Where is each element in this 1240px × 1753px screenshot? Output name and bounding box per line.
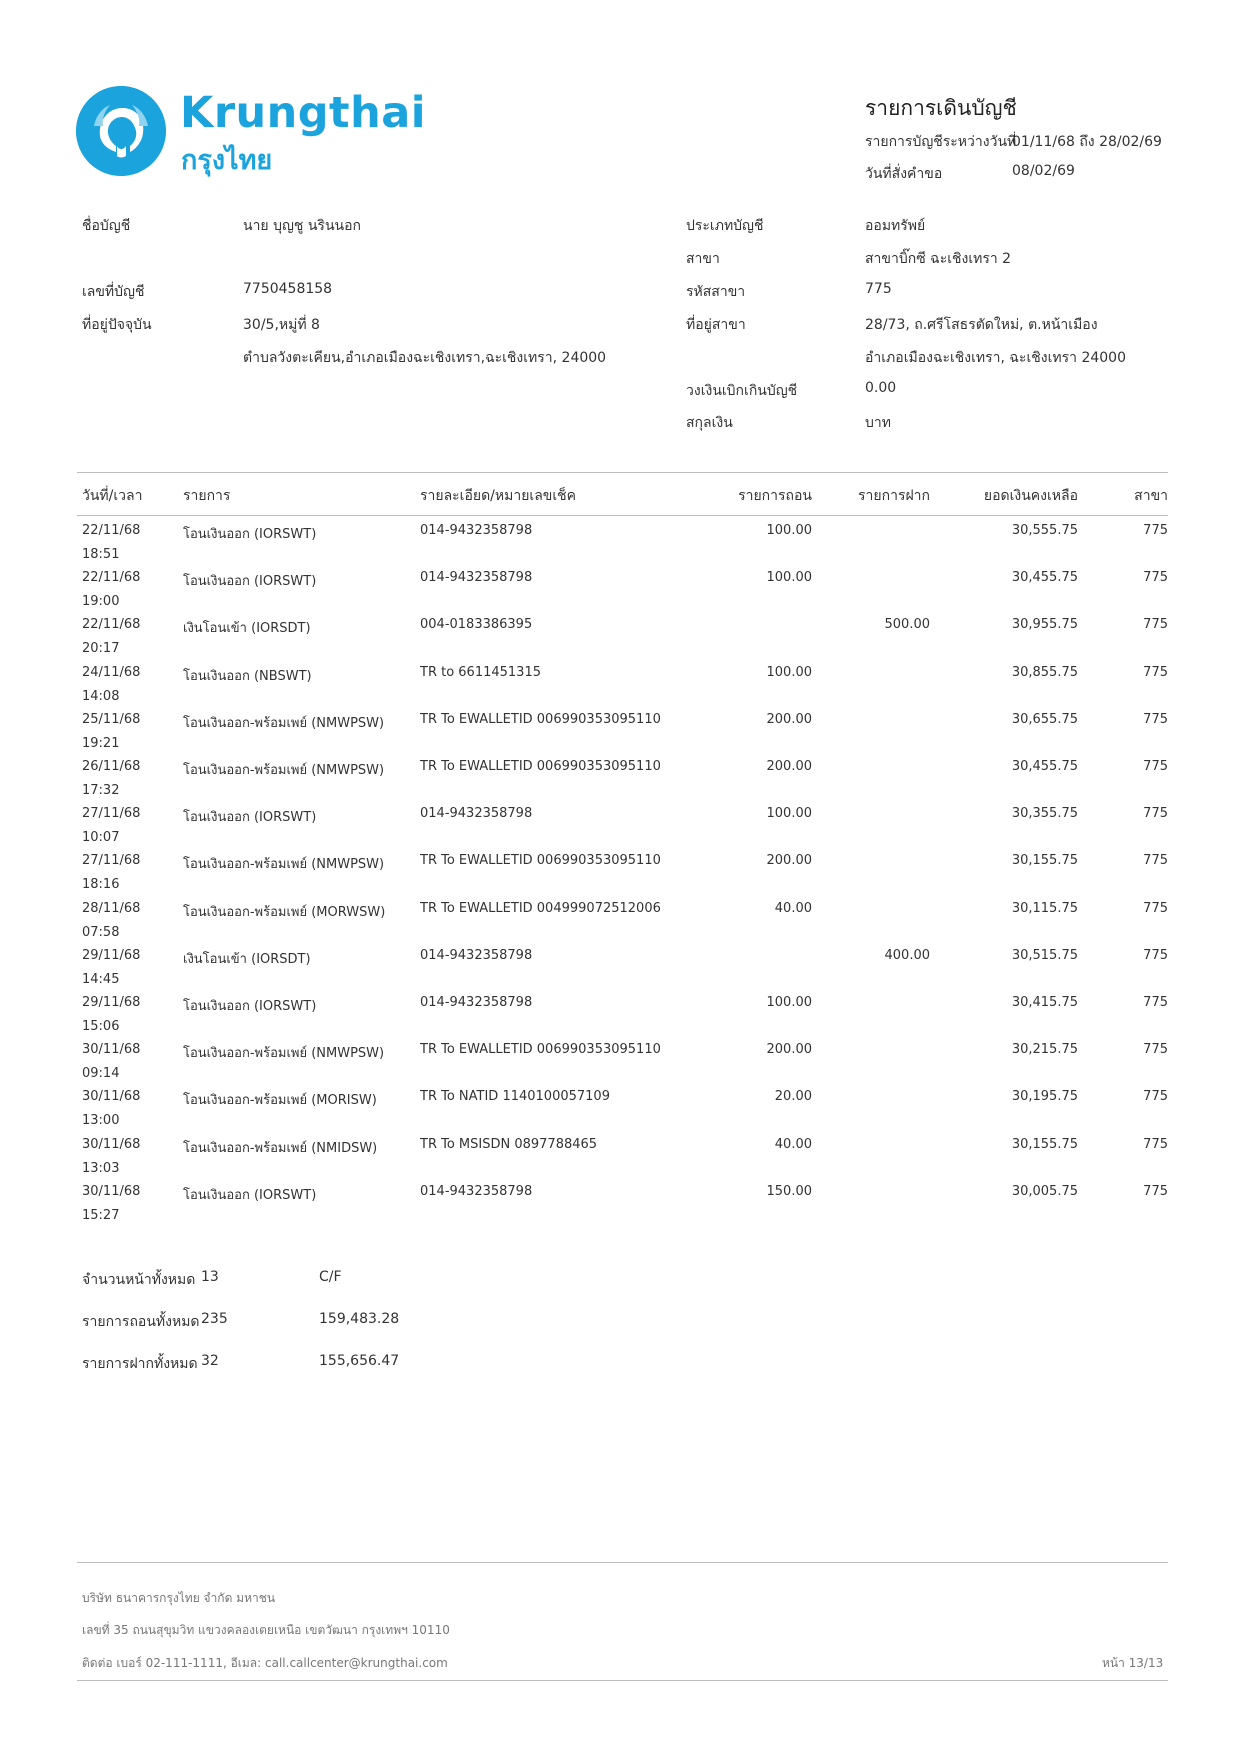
cell-withdraw: 100.00 xyxy=(766,570,812,586)
cell-detail: 014-9432358798 xyxy=(420,995,533,1010)
cell-withdraw: 200.00 xyxy=(766,853,812,869)
footer-top-divider xyxy=(77,1562,1168,1563)
address-line1: 30/5,หมู่ที่ 8 xyxy=(243,317,320,333)
table-row xyxy=(0,523,1240,570)
total-deposit-count: 32 xyxy=(201,1353,219,1369)
cell-balance: 30,415.75 xyxy=(1011,995,1078,1010)
cell-date: 28/11/68 xyxy=(82,900,141,916)
branch-address-line1: 28/73, ถ.ศรีโสธรตัดใหม่, ต.หน้าเมือง xyxy=(865,317,1098,333)
cell-branch: 775 xyxy=(1143,853,1168,869)
cell-date: 30/11/68 xyxy=(82,1042,141,1058)
cell-time: 18:51 xyxy=(82,547,120,562)
carry-forward: C/F xyxy=(319,1269,342,1285)
col-header-datetime: วันที่/เวลา xyxy=(82,488,143,504)
cell-branch: 775 xyxy=(1143,1136,1168,1152)
cell-description: โอนเงินออก-พร้อมเพย์ (NMWPSW) xyxy=(183,857,385,873)
account-name-label: ชื่อบัญชี xyxy=(82,218,131,234)
account-name: นาย บุญชู นรินนอก xyxy=(243,218,361,234)
cell-description: เงินโอนเข้า (IORSDT) xyxy=(183,951,311,967)
cell-withdraw: 200.00 xyxy=(766,711,812,727)
table-row xyxy=(0,853,1240,900)
cell-description: โอนเงินออก-พร้อมเพย์ (NMWPSW) xyxy=(183,1046,385,1062)
cell-balance: 30,155.75 xyxy=(1011,1136,1078,1152)
currency-label: สกุลเงิน xyxy=(686,415,733,431)
table-row xyxy=(0,617,1240,664)
cell-branch: 775 xyxy=(1143,1089,1168,1105)
col-header-deposit: รายการฝาก xyxy=(858,488,930,504)
total-deposit-label: รายการฝากทั้งหมด xyxy=(82,1356,198,1372)
cell-balance: 30,655.75 xyxy=(1011,711,1078,727)
footer-address: เลขที่ 35 ถนนสุขุมวิท แขวงคลองเตยเหนือ เขตวัฒนา กรุงเทพฯ 10110 xyxy=(82,1623,450,1637)
cell-time: 19:00 xyxy=(82,594,120,610)
cell-branch: 775 xyxy=(1143,995,1168,1010)
cell-branch: 775 xyxy=(1143,947,1168,963)
krungthai-logo-icon xyxy=(76,86,166,176)
cell-withdraw: 20.00 xyxy=(774,1089,812,1105)
cell-detail: TR To EWALLETID 006990353095110 xyxy=(420,853,661,869)
branch-code: 775 xyxy=(865,281,892,297)
cell-time: 14:45 xyxy=(82,971,120,987)
cell-balance: 30,955.75 xyxy=(1011,617,1078,633)
account-number-label: เลขที่บัญชี xyxy=(82,284,145,300)
cell-balance: 30,455.75 xyxy=(1011,759,1078,774)
table-row xyxy=(0,712,1240,759)
cell-date: 27/11/68 xyxy=(82,806,141,822)
cell-time: 20:17 xyxy=(82,641,120,657)
footer-page-number: หน้า 13/13 xyxy=(1102,1656,1164,1670)
cell-detail: TR To NATID 1140100057109 xyxy=(420,1089,610,1105)
cell-withdraw: 40.00 xyxy=(774,1136,812,1152)
cell-date: 30/11/68 xyxy=(82,1183,141,1199)
period-label: รายการบัญชีระหว่างวันที่ xyxy=(865,134,1017,150)
address-line2: ตำบลวังตะเคียน,อำเภอเมืองฉะเชิงเทรา,ฉะเชิงเทรา, 24000 xyxy=(243,350,607,366)
cell-detail: 014-9432358798 xyxy=(420,1183,533,1199)
cell-detail: TR To EWALLETID 004999072512006 xyxy=(420,900,661,916)
account-number: 7750458158 xyxy=(243,281,333,297)
table-row xyxy=(0,1137,1240,1184)
branch-code-label: รหัสสาขา xyxy=(686,284,746,300)
cell-deposit: 400.00 xyxy=(884,947,930,963)
total-pages-label: จำนวนหน้าทั้งหมด xyxy=(82,1272,196,1288)
col-header-withdraw: รายการถอน xyxy=(738,488,812,504)
col-header-detail: รายละเอียด/หมายเลขเช็ค xyxy=(420,488,576,504)
statement-title: รายการเดินบัญชี xyxy=(865,96,1017,120)
cell-balance: 30,855.75 xyxy=(1011,664,1078,680)
cell-date: 24/11/68 xyxy=(82,664,141,680)
cell-balance: 30,355.75 xyxy=(1011,806,1078,822)
cell-withdraw: 200.00 xyxy=(766,1042,812,1058)
cell-time: 13:00 xyxy=(82,1113,120,1129)
cell-description: โอนเงินออก (NBSWT) xyxy=(183,668,312,684)
cell-description: โอนเงินออก (IORSWT) xyxy=(183,527,317,542)
branch-address-line2: อำเภอเมืองฉะเชิงเทรา, ฉะเชิงเทรา 24000 xyxy=(865,350,1126,366)
cell-time: 18:16 xyxy=(82,877,120,893)
table-row xyxy=(0,1184,1240,1231)
cell-detail: TR To EWALLETID 006990353095110 xyxy=(420,1042,661,1058)
cell-balance: 30,215.75 xyxy=(1011,1042,1078,1058)
cell-branch: 775 xyxy=(1143,523,1168,538)
cell-time: 14:08 xyxy=(82,688,120,704)
cell-branch: 775 xyxy=(1143,759,1168,774)
branch-name: สาขาบิ๊กซี ฉะเชิงเทรา 2 xyxy=(865,251,1012,267)
currency-value: บาท xyxy=(865,415,891,431)
cell-time: 10:07 xyxy=(82,830,120,846)
cell-balance: 30,155.75 xyxy=(1011,853,1078,869)
cell-balance: 30,005.75 xyxy=(1011,1183,1078,1199)
cell-withdraw: 100.00 xyxy=(766,806,812,822)
cell-balance: 30,455.75 xyxy=(1011,570,1078,586)
cell-detail: 004-0183386395 xyxy=(420,617,533,633)
cell-branch: 775 xyxy=(1143,900,1168,916)
cell-description: โอนเงินออก (IORSWT) xyxy=(183,810,317,826)
cell-balance: 30,195.75 xyxy=(1011,1089,1078,1105)
cell-time: 13:03 xyxy=(82,1160,120,1176)
address-label: ที่อยู่ปัจจุบัน xyxy=(82,317,152,333)
table-top-divider xyxy=(77,472,1168,473)
cell-time: 07:58 xyxy=(82,924,120,940)
table-row xyxy=(0,1089,1240,1136)
cell-detail: TR To EWALLETID 006990353095110 xyxy=(420,711,661,727)
brand-name-th: กรุงไทย xyxy=(181,145,273,176)
cell-date: 30/11/68 xyxy=(82,1089,141,1105)
cell-time: 15:06 xyxy=(82,1019,120,1034)
footer-bottom-divider xyxy=(77,1680,1168,1681)
overdraft-value: 0.00 xyxy=(865,380,897,396)
cell-branch: 775 xyxy=(1143,806,1168,822)
brand-name-en: Krungthai xyxy=(180,88,426,138)
cell-detail: 014-9432358798 xyxy=(420,806,533,822)
table-header-divider xyxy=(77,515,1168,516)
cell-description: โอนเงินออก (IORSWT) xyxy=(183,999,317,1014)
account-type: ออมทรัพย์ xyxy=(865,218,926,234)
cell-balance: 30,515.75 xyxy=(1011,947,1078,963)
table-row xyxy=(0,759,1240,806)
request-date-label: วันที่สั่งคำขอ xyxy=(865,166,943,182)
cell-withdraw: 200.00 xyxy=(766,759,812,774)
table-row xyxy=(0,948,1240,995)
cell-date: 29/11/68 xyxy=(82,947,141,963)
cell-time: 19:21 xyxy=(82,735,120,751)
footer-company: บริษัท ธนาคารกรุงไทย จำกัด มหาชน xyxy=(82,1591,276,1605)
total-withdraw-count: 235 xyxy=(201,1311,228,1327)
cell-branch: 775 xyxy=(1143,1183,1168,1199)
cell-balance: 30,115.75 xyxy=(1011,900,1078,916)
total-withdraw-label: รายการถอนทั้งหมด xyxy=(82,1314,200,1330)
overdraft-label: วงเงินเบิกเกินบัญชี xyxy=(686,383,798,399)
cell-description: โอนเงินออก-พร้อมเพย์ (NMIDSW) xyxy=(183,1140,378,1156)
branch-address-label: ที่อยู่สาขา xyxy=(686,317,746,333)
cell-description: เงินโอนเข้า (IORSDT) xyxy=(183,621,311,637)
cell-branch: 775 xyxy=(1143,1042,1168,1058)
total-pages-value: 13 xyxy=(201,1269,219,1285)
cell-withdraw: 150.00 xyxy=(766,1183,812,1199)
total-deposit-amount: 155,656.47 xyxy=(319,1353,400,1369)
cell-date: 22/11/68 xyxy=(82,617,141,633)
cell-branch: 775 xyxy=(1143,570,1168,586)
cell-time: 15:27 xyxy=(82,1207,120,1223)
cell-date: 22/11/68 xyxy=(82,523,141,538)
cell-description: โอนเงินออก-พร้อมเพย์ (NMWPSW) xyxy=(183,763,385,778)
table-row xyxy=(0,1042,1240,1089)
cell-description: โอนเงินออก-พร้อมเพย์ (MORWSW) xyxy=(183,904,386,920)
cell-withdraw: 100.00 xyxy=(766,664,812,680)
request-date-value: 08/02/69 xyxy=(1012,163,1075,179)
cell-date: 26/11/68 xyxy=(82,759,141,774)
period-value: 01/11/68 ถึง 28/02/69 xyxy=(1012,134,1162,150)
cell-description: โอนเงินออก-พร้อมเพย์ (NMWPSW) xyxy=(183,715,385,731)
cell-branch: 775 xyxy=(1143,664,1168,680)
footer-contact: ติดต่อ เบอร์ 02-111-1111, อีเมล: call.callcenter@krungthai.com xyxy=(82,1656,448,1670)
cell-detail: 014-9432358798 xyxy=(420,523,533,538)
table-row xyxy=(0,570,1240,617)
cell-withdraw: 100.00 xyxy=(766,995,812,1010)
cell-withdraw: 100.00 xyxy=(766,523,812,538)
cell-detail: TR To MSISDN 0897788465 xyxy=(420,1136,598,1152)
cell-detail: 014-9432358798 xyxy=(420,947,533,963)
table-row xyxy=(0,665,1240,712)
col-header-description: รายการ xyxy=(183,488,231,504)
cell-detail: TR To EWALLETID 006990353095110 xyxy=(420,759,661,774)
table-row xyxy=(0,806,1240,853)
col-header-branch: สาขา xyxy=(1134,488,1168,504)
cell-description: โอนเงินออก (IORSWT) xyxy=(183,574,317,590)
cell-time: 09:14 xyxy=(82,1066,120,1082)
cell-time: 17:32 xyxy=(82,783,120,798)
total-withdraw-amount: 159,483.28 xyxy=(319,1311,400,1327)
cell-date: 29/11/68 xyxy=(82,995,141,1010)
cell-detail: 014-9432358798 xyxy=(420,570,533,586)
cell-date: 27/11/68 xyxy=(82,853,141,869)
table-row xyxy=(0,901,1240,948)
cell-withdraw: 40.00 xyxy=(774,900,812,916)
cell-branch: 775 xyxy=(1143,617,1168,633)
cell-description: โอนเงินออก (IORSWT) xyxy=(183,1187,317,1203)
cell-date: 30/11/68 xyxy=(82,1136,141,1152)
table-row xyxy=(0,995,1240,1042)
cell-detail: TR to 6611451315 xyxy=(420,664,541,680)
cell-date: 25/11/68 xyxy=(82,711,141,727)
cell-branch: 775 xyxy=(1143,711,1168,727)
cell-date: 22/11/68 xyxy=(82,570,141,586)
branch-label: สาขา xyxy=(686,251,720,267)
cell-description: โอนเงินออก-พร้อมเพย์ (MORISW) xyxy=(183,1093,377,1109)
cell-deposit: 500.00 xyxy=(884,617,930,633)
cell-balance: 30,555.75 xyxy=(1011,523,1078,538)
col-header-balance: ยอดเงินคงเหลือ xyxy=(983,488,1078,504)
account-type-label: ประเภทบัญชี xyxy=(686,218,764,234)
